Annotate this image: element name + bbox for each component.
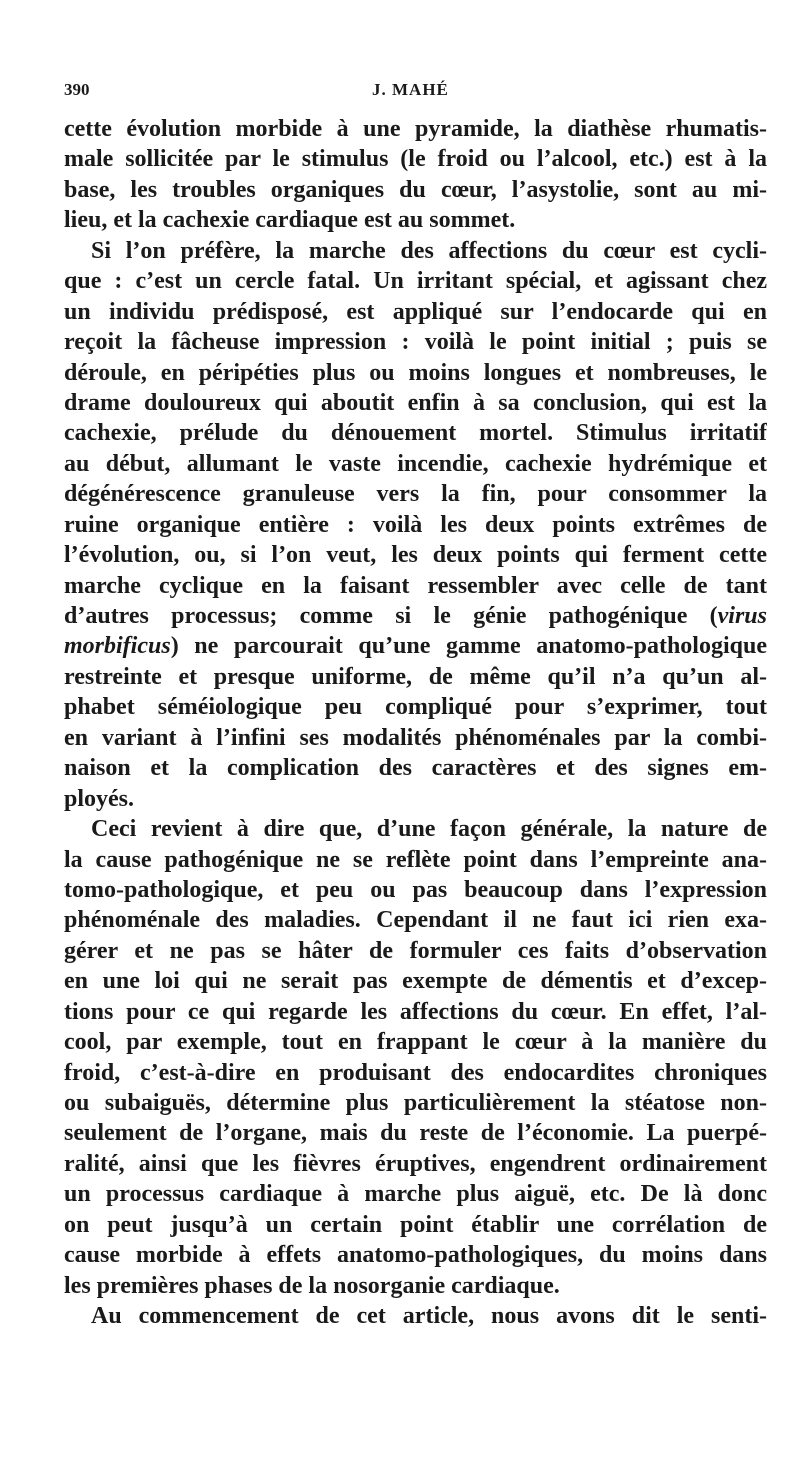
page-header xyxy=(64,80,760,102)
text-line: base, les troubles organiques du cœur, l’asystolie, sont au mi- xyxy=(64,176,767,203)
text-line: tomo-pathologique, et peu ou pas beaucoup dans l’expression xyxy=(64,876,767,903)
text-line: dégénérescence granuleuse vers la fin, pour consommer la xyxy=(64,481,767,508)
body-text xyxy=(64,114,767,1332)
text-line: male sollicitée par le stimulus (le froid ou l’alcool, etc.) est à la xyxy=(64,146,767,173)
text-line: au début, allumant le vaste incendie, cachexie hydrémique et xyxy=(64,450,767,477)
text-line: tions pour ce qui regarde les affections du cœur. En effet, l’al- xyxy=(64,998,767,1025)
text-line: en variant à l’infini ses modalités phénoménales par la combi- xyxy=(64,724,767,751)
text-line: un processus cardiaque à marche plus aiguë, etc. De là donc xyxy=(64,1181,767,1208)
page-number: 390 xyxy=(64,80,90,99)
text-line: Ceci revient à dire que, d’une façon générale, la nature de xyxy=(91,816,767,843)
text-line: en une loi qui ne serait pas exempte de démentis et d’excep- xyxy=(64,968,767,995)
text-line: restreinte et presque uniforme, de même qu’il n’a qu’un al- xyxy=(64,663,767,690)
text-line: reçoit la fâcheuse impression : voilà le point initial ; puis se xyxy=(64,329,767,356)
text-line: un individu prédisposé, est appliqué sur l’endocarde qui en xyxy=(64,298,767,325)
text-line: cause morbide à effets anatomo-pathologiques, du moins dans xyxy=(64,1242,767,1269)
text-line: cool, par exemple, tout en frappant le cœur à la manière du xyxy=(64,1029,767,1056)
text-line: ruine organique entière : voilà les deux points extrêmes de xyxy=(64,511,767,538)
text-line: cette évolution morbide à une pyramide, la diathèse rhumatis- xyxy=(64,116,767,142)
text-line: ployés. xyxy=(64,785,135,812)
text-line: morbificus) ne parcourait qu’une gamme anatomo-pathologique xyxy=(64,633,767,660)
text-line: on peut jusqu’à un certain point établir une corrélation de xyxy=(64,1211,767,1238)
text-line: gérer et ne pas se hâter de formuler ces faits d’observation xyxy=(64,937,767,964)
text-line: seulement de l’organe, mais du reste de l’économie. La puerpé- xyxy=(64,1120,767,1147)
text-line: phénoménale des maladies. Cependant il ne faut ici rien exa- xyxy=(64,907,767,934)
text-line: Si l’on préfère, la marche des affections du cœur est cycli- xyxy=(91,237,767,264)
text-line: marche cyclique en la faisant ressembler avec celle de tant xyxy=(64,572,767,599)
running-head: J. MAHÉ xyxy=(372,80,449,99)
text-line: d’autres processus; comme si le génie pathogénique (virus xyxy=(64,603,767,629)
text-line: l’évolution, ou, si l’on veut, les deux points qui ferment cette xyxy=(64,542,767,569)
text-line: froid, c’est-à-dire en produisant des endocardites chroniques xyxy=(64,1059,767,1086)
text-line: drame douloureux qui aboutit enfin à sa conclusion, qui est la xyxy=(64,389,767,416)
text-line: ralité, ainsi que les fièvres éruptives, engendrent ordinairement xyxy=(64,1150,767,1177)
text-line: Au commencement de cet article, nous avons dit le senti- xyxy=(91,1303,767,1330)
text-line: la cause pathogénique ne se reflète point dans l’empreinte ana- xyxy=(64,846,767,873)
text-line: déroule, en péripéties plus ou moins longues et nombreuses, le xyxy=(64,359,767,386)
text-line: lieu, et la cachexie cardiaque est au sommet. xyxy=(64,207,516,234)
text-line: naison et la complication des caractères et des signes em- xyxy=(64,755,767,782)
text-line: phabet séméiologique peu compliqué pour s’exprimer, tout xyxy=(64,694,767,721)
text-line: ou subaiguës, détermine plus particulièrement la stéatose non- xyxy=(64,1090,767,1116)
text-line: les premières phases de la nosorganie cardiaque. xyxy=(64,1272,560,1299)
text-line: cachexie, prélude du dénouement mortel. Stimulus irritatif xyxy=(64,420,767,447)
text-line: que : c’est un cercle fatal. Un irritant spécial, et agissant chez xyxy=(64,268,767,295)
